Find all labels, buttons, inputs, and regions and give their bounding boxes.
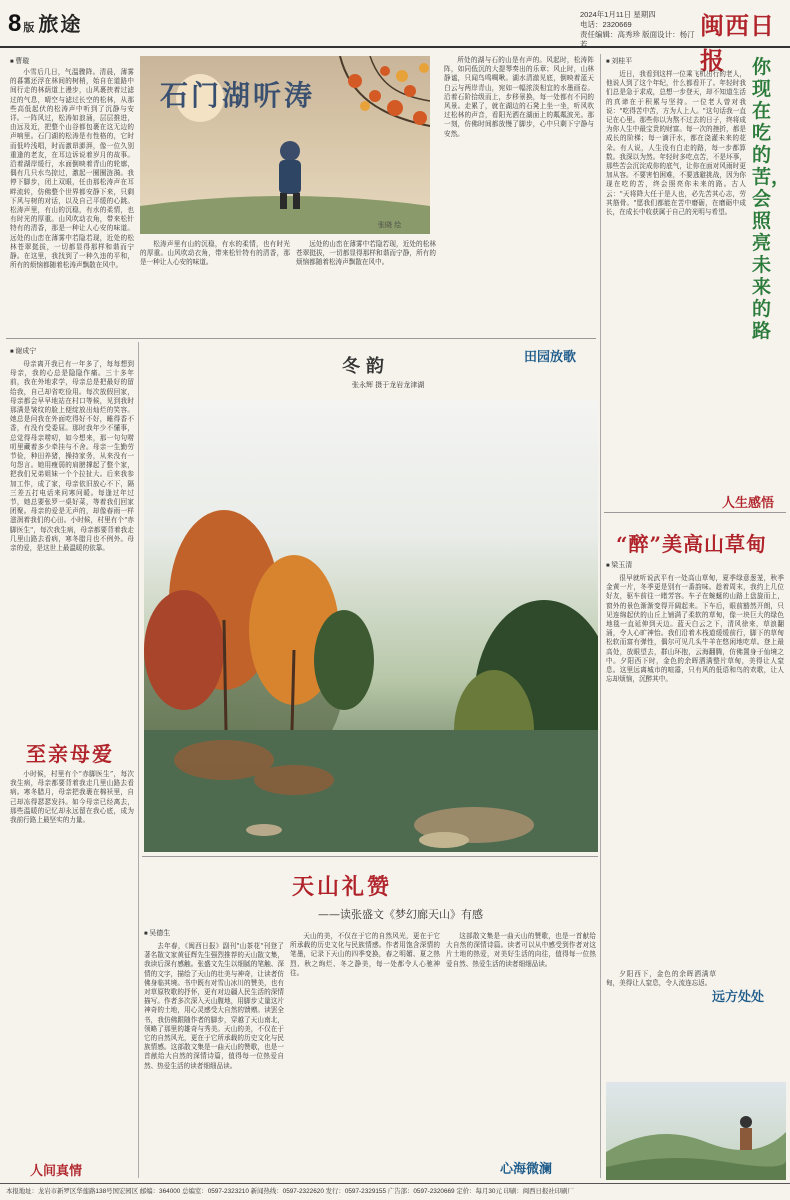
article5-body-c — [446, 932, 596, 1152]
article2-text: 母亲离开我已有一年多了，每每想到母亲，我的心总是隐隐作痛。三十多年前，我在外地求学，母亲总是把最好的留给我，自己却省吃俭用。每次放假回家，母亲都会早早地站在村口等候，见到我时那满是皱纹的脸上便绽放出灿烂的笑容。她总是问我在外面吃得好不好，睡得香不香，有没有受委屈。那时我年少不懂事，总觉得母亲唠叨，如今想来，那一句句唠叨里藏着多少牵挂与不舍。母亲一生勤劳节俭，种田养猪，操持家务，从来没有一句怨言。她用瘦弱的肩膀撑起了整个家，把我们兄弟姐妹一个个拉扯大。后来我参加工作，成了家，母亲依旧放心不下，隔三差五打电话来问寒问暖。每逢过年过节，她总要张罗一桌好菜，等着我们回家团聚。母亲的爱是无声的，却像春雨一样滋润着我们的心田。小时候，村里有个"赤脚医生"，每次我生病，母亲都要背着我走几里山路去看病，寒冬腊月也不例外。母亲的爱，是这世上最温暖的依靠。 — [10, 360, 134, 553]
divider-horizontal-2 — [142, 856, 598, 857]
editors: 责任编辑：高秀珍 版面设计：杨汀若 — [580, 30, 695, 49]
article4-illustration — [606, 1082, 786, 1180]
article3-byline: ■ 刘桂平 — [606, 56, 632, 66]
article2-text-b: 小时候，村里有个“赤脚医生”，每次我生病，母亲都要背着我走几里山路去看病。寒冬腊月，母亲把我裹在棉袄里，自己却冻得瑟瑟发抖。如今母亲已经离去，那些温暖的记忆却永远留在我心底，成为我前行路上最坚实的力量。 — [10, 770, 134, 825]
issue-date: 2024年1月11日 星期四 — [580, 10, 656, 19]
article1-illus-credit: 张晓 绘 — [378, 221, 402, 229]
article5-byline: ■ 吴德生 — [144, 928, 170, 938]
article1-byline: ■ 曹璇 — [10, 56, 29, 66]
article1-illustration — [140, 56, 430, 234]
photo1-credit: 张永辉 摄于龙岩龙津湖 — [352, 381, 425, 389]
tag-tianyuan: 田园放歌 — [524, 350, 577, 365]
page-no: 8 — [8, 10, 22, 37]
article5-body-a — [144, 942, 284, 1178]
divider-vertical-mid — [138, 342, 139, 1178]
newspaper-logo: 闽西日报 — [700, 11, 775, 75]
article1-text-c: 远处的山峦在薄雾中若隐若现，近处的松林苍翠挺拔，一切都显得那样和谐而宁静，所有的烦恼都随着松涛声飘散在风中。 — [296, 240, 436, 267]
article5-text-b: 天山的美，不仅在于它的自然风光，更在于它所承载的历史文化与民族情感。作者用饱含深情的笔墨，记录下天山的四季变换，春之明媚、夏之热烈、秋之绚烂、冬之静美，每一处都令人心驰神往。 — [290, 932, 440, 977]
article4-title: “醉”美高山草甸 — [616, 532, 768, 556]
article1-title: 石门湖听涛 — [160, 79, 316, 112]
lake-landscape-photo — [144, 400, 598, 852]
article5-body-b — [290, 932, 440, 1178]
footer: 本报地址：龙岩市新罗区华莲路138号国宏园区 邮编：364000 总编室：0597-2323210 新闻热线：0597-2322620 发行：0597-2329155 广告部：0597-2320669 定价：每月30元 印刷：闽西日报社印刷厂 — [0, 1183, 790, 1200]
tag-renjian: 人间真情 — [30, 1164, 83, 1179]
article1-body-c — [296, 240, 436, 332]
article2-body-a — [10, 360, 134, 730]
article4-byline: ■ 梁玉清 — [606, 560, 632, 570]
article4-text: 很早就听说武平有一处高山草甸，夏季绿意葱茏，秋季金黄一片，冬季更是别有一番韵味。趁着周末，我约上几位好友，驱车前往一睹芳容。车子在蜿蜒的山路上盘旋而上，窗外的景色渐渐变得开阔起来。下车后，眼前豁然开朗，只见连绵起伏的山丘上铺满了柔软的草甸，像一块巨大的绿色地毯一直延伸到天边。蓝天白云之下，清风徐来，草浪翻涌，令人心旷神怡。我们沿着木栈道缓缓前行，脚下的草甸松软而富有弹性，偶尔可见几头牛羊在悠闲地吃草。登上最高处，放眼望去，群山环抱，云海翻腾，仿佛置身于仙境之中。夕阳西下时，金色的余晖洒满整片草甸，美得让人窒息。这里远离城市的喧嚣，只有风的低语和鸟的欢歌，让人忘却烦恼，沉醉其中。 — [606, 574, 784, 684]
page-unit: 版 — [23, 22, 35, 34]
divider-horizontal-right — [604, 512, 786, 513]
tag-xinhai: 心海微澜 — [500, 1162, 553, 1177]
article4-text-b: 夕阳西下，金色的余晖洒满草甸，美得让人窒息，令人流连忘返。 — [606, 970, 716, 988]
phone: 电话：2320669 — [580, 20, 632, 29]
meadow-illustration — [606, 1082, 786, 1180]
tag-rensheng: 人生感悟 — [722, 496, 775, 511]
article3-title: 你现在吃的苦，会照亮未来的路 — [752, 56, 790, 342]
article3-text: 近日，我看到这样一位乘飞机出行的老人，他说人到了这个年纪，什么都看开了。年轻时我们总是急于求成，总想一步登天，却不知道生活的真谛在于积累与坚持。一位老人曾对我说："吃得苦中苦，方为人上人。"这句话我一直记在心里。那些你以为熬不过去的日子，终将成为你人生中最宝贵的财富。每一次的挫折，都是成长的阶梯；每一滴汗水，都在浇灌未来的花朵。有人说，人生没有白走的路，每一步都算数。我深以为然。年轻时多吃点苦，不是坏事，那些苦会沉淀成你的底气，让你在面对风雨时更加从容。不要害怕困难，不要逃避挑战，因为你现在吃的苦，终会照亮你未来的路。古人云："天将降大任于是人也，必先苦其心志，劳其筋骨。"愿我们都能在苦中磨砺，在磨砺中成长，在成长中收获属于自己的光明与希望。 — [606, 70, 746, 217]
article1-body-b — [140, 240, 290, 332]
photo-winter-lake — [144, 400, 598, 852]
article1-body-d — [444, 56, 594, 332]
article5-text: 去年春，《闽西日报》副刊"山茶花"刊登了著名散文家黄征辉先生强烈推荐的天山散文集，我读后深有感触。张盛文先生以细腻的笔触、深情的文字，描绘了天山的壮美与神奇，让读者仿佛身临其境。书中既有对雪山冰川的赞美，也有对草原牧歌的抒怀，更有对边疆人民生活的深情描写。作者多次深入天山腹地，用脚步丈量这片神奇的土地，用心灵感受大自然的馈赠。读罢全书，我仿佛跟随作者的脚步，穿越了天山南北，领略了那里的雄奇与秀美。天山的美，不仅在于它的自然风光，更在于它所承载的历史文化与民族情感。这部散文集是一曲天山的赞歌，也是一首献给大自然的深情诗篇，值得每一位热爱自然、热爱生活的读者细细品读。 — [144, 942, 284, 1070]
article2-body-b — [10, 770, 134, 1154]
article2-byline: ■ 谢成宁 — [10, 346, 36, 356]
article1-text-b: 松涛声里有山的沉稳，有水的柔情，也有时光的厚重。山风吹动衣角，带来松针特有的清香，那是一种让人心安的味道。 — [140, 240, 290, 267]
article4-body — [606, 574, 784, 968]
photo1-title: 冬韵 — [342, 356, 390, 377]
masthead-info — [580, 10, 695, 50]
article1-body-a — [10, 68, 134, 332]
article3-body-a — [606, 70, 746, 498]
tag-yuanfang: 远方处处 — [712, 990, 765, 1005]
divider-horizontal-1 — [6, 338, 596, 339]
article1-text-a: 小雪后几日，气温骤降。清晨，薄雾的暮霭还浮在林间的树梢，始自在道路中间行走的林荫道上漫步，山风裹挟着过滤过的气息，晴空与滤过长空的松林，从那些高低起伏的松涛声中听到了沉静与安详。一阵风过，松涛如浪涌，层层推进，由远及近，把整个山谷都包裹在这无边的声响里。石门湖的松涛是有性格的，它时而低吟浅唱，时而激昂澎湃，像一位久别重逢的老友，在耳边诉说着岁月的故事。沿着湖岸缓行，水面倒映着青山的轮廓，偶有几只水鸟掠过，激起一圈圈涟漪。我停下脚步，闭上双眼，任由那松涛声在耳畔流转，仿佛整个世界都安静下来，只剩下风与树的对话，以及自己平缓的心跳。松涛声里，有山的沉稳，有水的柔情，也有时光的厚重。山风吹动衣角，带来松针特有的清香，那是一种让人心安的味道。远处的山峦在薄雾中若隐若现，近处的松林苍翠挺拔，一切都显得那样和谐而宁静。在这里，我找到了一种久违的平和，所有的烦恼都随着松涛声飘散在风中。 — [10, 68, 134, 270]
article2-title: 至亲母爱 — [26, 742, 114, 766]
article1-text-d: 所处的湖与石的山是有声的。风起时，松涛阵阵，如同低沉的大提琴奏出的乐章；风止时，山林静谧，只闻鸟鸣啁啾。湖水清澈见底，倒映着蓝天白云与两岸青山，宛如一幅浓淡相宜的水墨画卷。沿着石阶拾级而上，步移景换，每一处都有不同的风景。走累了，就在湖边的石凳上坐一坐，听风吹过松林的声音，看阳光洒在湖面上的粼粼波光。那一刻，仿佛时间都放慢了脚步，心中只剩下宁静与安然。 — [444, 56, 594, 138]
article5-title: 天山礼赞 — [292, 874, 393, 900]
page-number — [8, 8, 82, 38]
article5-text-c: 这部散文集是一曲天山的赞歌，也是一首献给大自然的深情诗篇。读者可以从中感受到作者对这片土地的热爱，对美好生活的向往，值得每一位热爱自然、热爱生活的读者细细品读。 — [446, 932, 596, 968]
section-title: 旅途 — [38, 14, 83, 36]
article5-subtitle: ——读张盛文《梦幻廊天山》有感 — [318, 908, 483, 921]
divider-vertical-right — [600, 54, 601, 1178]
article4-body-b — [606, 970, 716, 1080]
